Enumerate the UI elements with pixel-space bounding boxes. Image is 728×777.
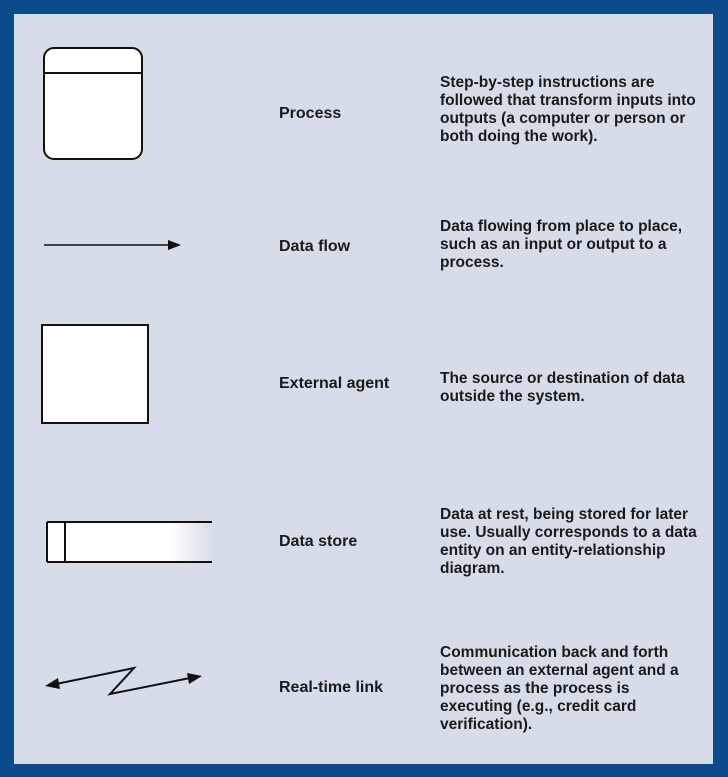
symbol-description-data-flow: Data flowing from place to place, such as an input or output to a process.: [440, 218, 683, 271]
symbol-name-data-store: Data store: [279, 533, 358, 550]
symbol-description-data-store: Data at rest, being stored for later use. Usually corresponds to a data entity on an entity-relationship diagram.: [440, 506, 697, 577]
symbol-legend-panel: [14, 14, 713, 764]
symbol-name-external-agent: External agent: [279, 375, 390, 392]
symbol-name-process: Process: [279, 105, 342, 122]
symbol-description-process: Step-by-step instructions are followed that transform inputs into outputs (a computer or person or both doing the work).: [440, 74, 696, 145]
symbol-name-real-time-link: Real-time link: [279, 679, 384, 696]
symbol-name-data-flow: Data flow: [279, 238, 351, 255]
lightning-double-arrow-icon: [14, 14, 234, 734]
symbol-description-external-agent: The source or destination of data outside the system.: [440, 370, 685, 405]
symbol-description-real-time-link: Communication back and forth between an external agent and a process as the process is executing (e.g., credit card verification).: [440, 644, 679, 733]
